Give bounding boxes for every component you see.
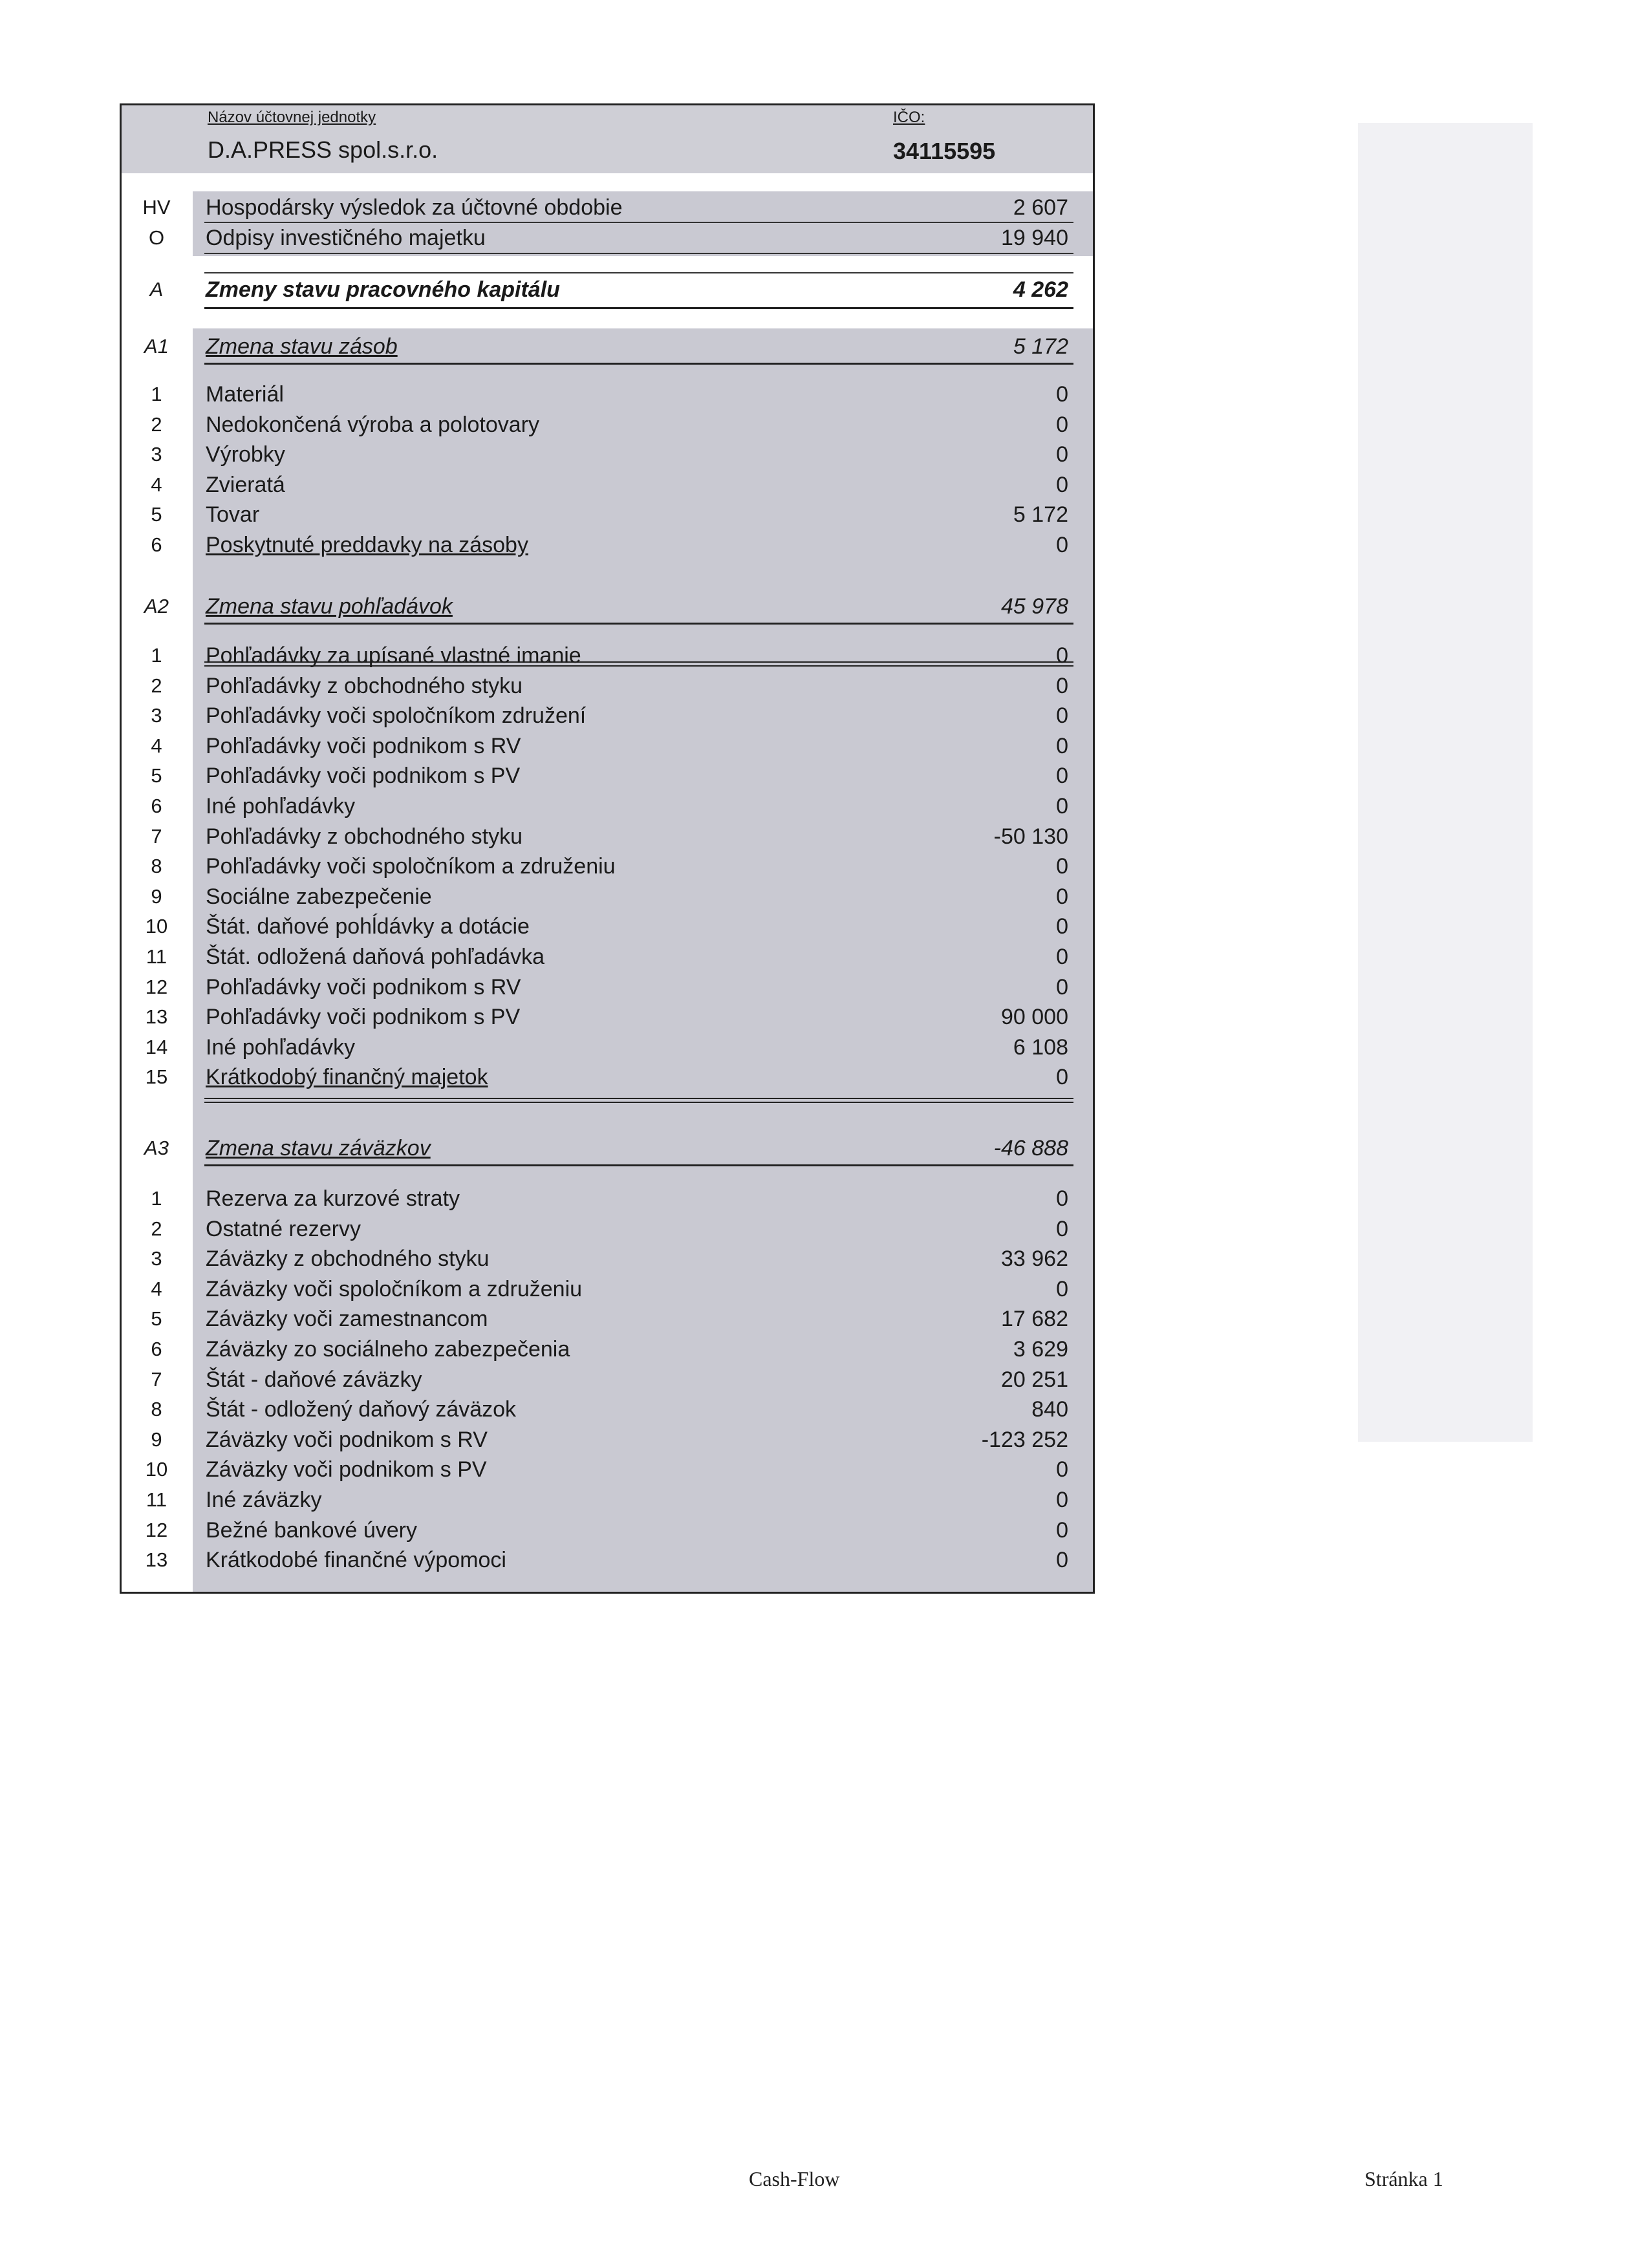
row-code: 1 [151, 1187, 162, 1210]
table-row [122, 1425, 1093, 1455]
row-code: 13 [145, 1548, 168, 1572]
row-value: 0 [1056, 382, 1068, 407]
row-label: Bežné bankové úvery [206, 1517, 417, 1543]
row-label: Výrobky [206, 442, 285, 467]
table-row [122, 822, 1093, 851]
section-label: Zmeny stavu pracovného kapitálu [206, 277, 560, 302]
row-value: 33 962 [1001, 1246, 1068, 1272]
table-row [122, 1032, 1093, 1062]
ico-value: 34115595 [893, 138, 996, 164]
row-label: Nedokončená výroba a polotovary [206, 412, 539, 437]
section-label: Zmena stavu pohľadávok [206, 594, 453, 619]
row-label: Pohľadávky voči podnikom s RV [206, 733, 521, 758]
table-row [122, 410, 1093, 440]
row-label: Rezerva za kurzové straty [206, 1186, 460, 1211]
row-value: 0 [1056, 643, 1068, 668]
table-row [122, 1184, 1093, 1214]
row-label: Krátkodobé finančné výpomoci [206, 1548, 506, 1573]
row-label: Poskytnuté preddavky na zásoby [206, 533, 528, 557]
row-value: 0 [1056, 884, 1068, 909]
section-a2-header [122, 592, 1093, 621]
divider [204, 1098, 1073, 1103]
row-value: 0 [1056, 1216, 1068, 1241]
row-code: 5 [151, 1307, 162, 1331]
table-row [122, 701, 1093, 731]
row-code: 4 [151, 734, 162, 757]
table-row [122, 1062, 1093, 1092]
row-label: Pohľadávky voči podnikom s RV [206, 974, 521, 1000]
row-value: 20 251 [1001, 1367, 1068, 1392]
row-value: 0 [1056, 1065, 1068, 1090]
divider [204, 272, 1073, 273]
table-row [122, 1395, 1093, 1424]
row-label: Pohľadávky voči spoločníkom združení [206, 703, 587, 729]
row-code: 9 [151, 884, 162, 908]
table-row [122, 1002, 1093, 1032]
table-row [122, 1485, 1093, 1515]
row-label: Iné pohľadávky [206, 794, 356, 818]
row-code: 1 [151, 383, 162, 405]
row-code: 6 [151, 795, 162, 817]
table-row [122, 912, 1093, 941]
footer-title: Cash-Flow [749, 2167, 840, 2190]
row-value: 0 [1056, 733, 1068, 758]
section-label: Zmena stavu zásob [206, 334, 398, 359]
row-code: 3 [151, 704, 162, 727]
table-row [122, 1545, 1093, 1575]
section-code: A1 [144, 335, 169, 358]
row-value: 0 [1056, 442, 1068, 467]
table-row [122, 1274, 1093, 1304]
table-row [122, 1365, 1093, 1395]
row-value: 0 [1056, 533, 1068, 557]
row-code: 10 [145, 915, 168, 938]
row-code: 4 [151, 473, 162, 496]
ico-label: IČO: [893, 109, 925, 126]
table-row [122, 851, 1093, 881]
row-code: 3 [151, 1247, 162, 1270]
divider [204, 623, 1073, 625]
row-label: Štát. odložená daňová pohľadávka [206, 945, 545, 969]
divider [204, 363, 1073, 365]
row-code: 2 [151, 1217, 162, 1240]
row-o [122, 223, 1093, 253]
divider [204, 307, 1073, 309]
row-value: -123 252 [981, 1427, 1068, 1452]
row-value: 0 [1056, 673, 1068, 698]
row-label: Záväzky voči spoločníkom a združeniu [206, 1276, 583, 1301]
table-row [122, 641, 1093, 670]
row-value: 0 [1056, 472, 1068, 497]
row-code: 14 [145, 1035, 168, 1058]
row-label: Štát. daňové pohĺdávky a dotácie [206, 914, 530, 939]
row-value: 17 682 [1001, 1307, 1068, 1332]
table-row [122, 1455, 1093, 1484]
section-value: -46 888 [993, 1136, 1068, 1161]
row-label: Hospodársky výsledok za účtovné obdobie [206, 195, 623, 220]
row-label: Sociálne zabezpečenie [206, 884, 432, 909]
footer-page-number: Stránka 1 [1364, 2167, 1443, 2190]
row-code: 1 [151, 644, 162, 667]
row-value: 0 [1056, 412, 1068, 437]
row-value: 0 [1056, 854, 1068, 879]
divider [204, 1164, 1073, 1166]
row-value: 19 940 [1001, 226, 1068, 250]
row-code: 12 [145, 1518, 168, 1541]
row-label: Ostatné rezervy [206, 1216, 361, 1241]
row-value: 0 [1056, 1276, 1068, 1301]
row-value: 0 [1056, 1186, 1068, 1211]
row-value: 0 [1056, 974, 1068, 1000]
row-code: 15 [145, 1065, 168, 1089]
row-label: Pohľadávky z obchodného styku [206, 824, 523, 849]
row-code: 6 [151, 1338, 162, 1360]
row-label: Záväzky z obchodného styku [206, 1246, 490, 1272]
row-value: 0 [1056, 1488, 1068, 1512]
section-code: A3 [144, 1137, 169, 1159]
table-row [122, 882, 1093, 912]
row-code: 13 [145, 1005, 168, 1029]
row-label: Tovar [206, 502, 260, 528]
section-a-header [122, 275, 1093, 305]
row-hv [122, 193, 1093, 222]
row-value: -50 130 [993, 824, 1068, 849]
row-code: 3 [151, 443, 162, 466]
table-row [122, 731, 1093, 761]
row-label: Záväzky voči podnikom s PV [206, 1457, 487, 1482]
table-row [122, 791, 1093, 821]
table-row [122, 530, 1093, 560]
section-value: 4 262 [1013, 277, 1068, 302]
background-bleed [1358, 123, 1533, 1442]
row-code: 2 [151, 412, 162, 436]
row-label: Záväzky voči zamestnancom [206, 1307, 488, 1332]
row-label: Záväzky zo sociálneho zabezpečenia [206, 1337, 570, 1362]
table-row [122, 1214, 1093, 1244]
row-code: 11 [146, 945, 167, 968]
row-label: Iné záväzky [206, 1488, 322, 1512]
divider [204, 253, 1073, 254]
entity-label: Názov účtovnej jednotky [208, 109, 376, 126]
table-row [122, 440, 1093, 469]
row-label: Pohľadávky voči podnikom s PV [206, 1005, 521, 1030]
row-code: 9 [151, 1428, 162, 1451]
table-row [122, 1304, 1093, 1334]
table-row [122, 761, 1093, 791]
row-value: 840 [1031, 1397, 1068, 1422]
row-code: 10 [145, 1458, 168, 1481]
table-row [122, 1244, 1093, 1274]
table-row [122, 1515, 1093, 1545]
table-row [122, 972, 1093, 1002]
row-label: Pohľadávky voči podnikom s PV [206, 764, 521, 789]
table-row [122, 1334, 1093, 1364]
row-label: Štát - daňové záväzky [206, 1367, 422, 1392]
section-a3-header [122, 1133, 1093, 1163]
row-value: 0 [1056, 764, 1068, 789]
row-label: Odpisy investičného majetku [206, 226, 486, 250]
row-code: 8 [151, 855, 162, 878]
row-value: 2 607 [1013, 195, 1068, 220]
row-code: 8 [151, 1398, 162, 1421]
row-value: 0 [1056, 914, 1068, 939]
row-label: Záväzky voči podnikom s RV [206, 1427, 488, 1452]
section-a1-header [122, 332, 1093, 361]
row-code: HV [142, 196, 171, 219]
row-label: Zvieratá [206, 472, 285, 497]
section-label: Zmena stavu záväzkov [206, 1136, 431, 1161]
row-value: 3 629 [1013, 1337, 1068, 1362]
row-code: 12 [145, 975, 168, 998]
row-value: 0 [1056, 703, 1068, 729]
table-row [122, 380, 1093, 409]
entity-name: D.A.PRESS spol.s.r.o. [208, 136, 438, 163]
row-label: Iné pohľadávky [206, 1034, 356, 1060]
row-label: Pohľadávky z obchodného styku [206, 673, 523, 698]
row-code: 5 [151, 764, 162, 787]
row-label: Materiál [206, 382, 284, 407]
row-value: 0 [1056, 794, 1068, 818]
row-label: Pohľadávky za upísané vlastné imanie [206, 643, 581, 668]
row-value: 5 172 [1013, 502, 1068, 528]
row-value: 90 000 [1001, 1005, 1068, 1030]
row-code: O [148, 226, 165, 249]
row-label: Krátkodobý finančný majetok [206, 1065, 488, 1090]
row-code: 7 [151, 1367, 162, 1391]
table-row [122, 942, 1093, 972]
row-value: 0 [1056, 1548, 1068, 1573]
row-code: 7 [151, 824, 162, 848]
table-row [122, 671, 1093, 701]
section-code: A2 [144, 595, 169, 617]
row-code: 2 [151, 674, 162, 697]
row-label: Štát - odložený daňový záväzok [206, 1397, 517, 1422]
section-value: 5 172 [1013, 334, 1068, 359]
cash-flow-table [120, 103, 1095, 1594]
table-row [122, 500, 1093, 530]
row-code: 6 [151, 533, 162, 556]
row-label: Pohľadávky voči spoločníkom a združeniu [206, 854, 616, 879]
row-value: 0 [1056, 945, 1068, 969]
row-code: 4 [151, 1277, 162, 1300]
section-value: 45 978 [1001, 594, 1068, 619]
row-value: 0 [1056, 1457, 1068, 1482]
row-code: 5 [151, 503, 162, 526]
row-value: 6 108 [1013, 1034, 1068, 1060]
table-row [122, 470, 1093, 500]
row-value: 0 [1056, 1517, 1068, 1543]
section-code: A [149, 278, 164, 301]
row-code: 11 [146, 1488, 167, 1511]
